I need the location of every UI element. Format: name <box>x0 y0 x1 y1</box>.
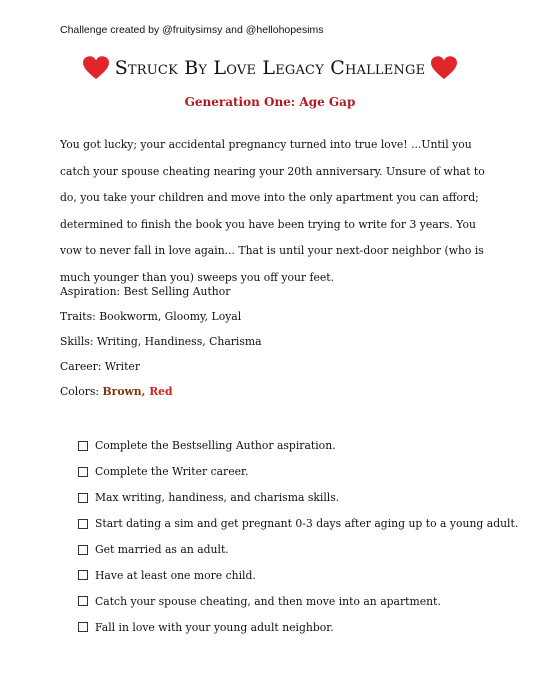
list-item <box>78 511 518 537</box>
aspiration-line: Aspiration: Best Selling Author <box>60 285 231 298</box>
list-item <box>78 537 518 563</box>
list-item-label: Start dating a sim and get pregnant 0-3 days after aging up to a young adult. <box>95 517 519 531</box>
intro-paragraph: You got lucky; your accidental pregnancy turned into true love! ...Until you catch your spouse cheating nearing your 20th anniversary. Unsure of what to do, you take your children and move into the only apartment you can afford; determined to finish the book you have been trying to write for 3 years. You vow to never fall in love again... That is until your next-door neighbor (who is much younger than you) sweeps you off your feet. <box>60 138 485 284</box>
list-item-label: Get married as an adult. <box>95 543 229 556</box>
checkbox-icon[interactable] <box>78 519 88 529</box>
credit-line: Challenge created by @fruitysimsy and @hellohopesims <box>60 24 324 36</box>
list-item <box>78 562 518 588</box>
color-separator: , <box>141 385 150 398</box>
info-section <box>60 281 490 406</box>
list-item <box>78 485 518 511</box>
list-item <box>78 459 518 485</box>
list-item-label: Complete the Bestselling Author aspiration. <box>95 439 336 453</box>
career-line: Career: Writer <box>60 360 140 373</box>
list-item-label: Max writing, handiness, and charisma skills. <box>95 491 340 505</box>
colors-label: Colors: <box>60 385 103 398</box>
skills-line: Skills: Writing, Handiness, Charisma <box>60 335 262 348</box>
list-item <box>78 433 518 459</box>
colors-line <box>60 381 490 406</box>
page-title: Struck By Love Legacy Challenge <box>114 57 426 79</box>
list-item-label: Complete the Writer career. <box>95 465 249 479</box>
checkbox-icon[interactable] <box>78 441 88 451</box>
list-item <box>78 588 518 614</box>
checkbox-icon[interactable] <box>78 467 88 477</box>
color-brown: Brown <box>102 385 142 398</box>
goal-checklist <box>78 433 518 640</box>
checkbox-icon[interactable] <box>78 622 88 632</box>
generation-subtitle: Generation One: Age Gap <box>184 95 356 109</box>
heart-icon <box>83 56 109 80</box>
traits-line: Traits: Bookworm, Gloomy, Loyal <box>60 310 242 323</box>
list-item-label: Have at least one more child. <box>95 568 256 582</box>
checkbox-icon[interactable] <box>78 493 88 503</box>
list-item-label: Catch your spouse cheating, and then move into an apartment. <box>95 594 441 608</box>
list-item <box>78 614 518 640</box>
checkbox-icon[interactable] <box>78 596 88 606</box>
checkbox-icon[interactable] <box>78 545 88 555</box>
title-row <box>0 56 540 80</box>
list-item-label: Fall in love with your young adult neighbor. <box>95 620 334 634</box>
checkbox-icon[interactable] <box>78 570 88 580</box>
heart-icon <box>431 56 457 80</box>
color-red: Red <box>149 385 173 398</box>
